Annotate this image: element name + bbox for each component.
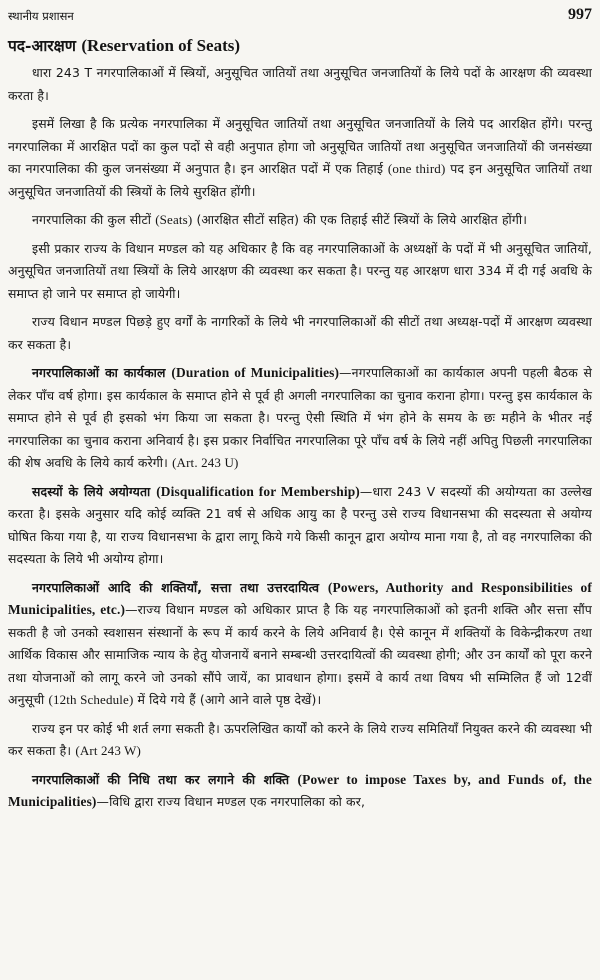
running-header	[8, 6, 592, 30]
duration-text: —नगरपालिकाओं का कार्यकाल अपनी पहली बैठक से लेकर पाँच वर्ष होगा। इस कार्यकाल के समाप्त होने से पूर्व ही अगली नगरपालिका का चुनाव कराना होगा। परन्तु इस कार्यकाल के समाप्त होने से पूर्व ही इसको भंग किया जा सकता है। परन्तु ऐसी स्थिति में भंग होने के समय के छः महीने के भीतर नई नगरपालिका का चुनाव कराना अनिवार्य है। इस प्रकार निर्वाचित नगरपालिका पूरे पाँच वर्ष के लिये नहीं अपितु पिछली नगरपालिका की शेष अवधि के लिये कार्य करेगी।	[8, 365, 592, 470]
paragraph-5: राज्य विधान मण्डल पिछड़े हुए वर्गों के नागरिकों के लिये भी नगरपालिकाओं की सीटों तथा अध्यक्ष-पदों में आरक्षण व्यवस्था कर सकता है।	[8, 314, 592, 352]
paragraph-2	[8, 113, 592, 203]
paragraph-1: धारा 243 T नगरपालिकाओं में स्त्रियों, अनुसूचित जातियों तथा अनुसूचित जनजातियों के लिये पदों के आरक्षण की व्यवस्था करता है।	[8, 65, 592, 103]
running-title: स्थानीय प्रशासन	[8, 9, 74, 23]
paragraph-duration	[8, 362, 592, 475]
paragraph-3-text-a: नगरपालिका की कुल सीटों	[32, 212, 152, 227]
section-title-hindi: पद-आरक्षण	[8, 36, 76, 55]
paragraph-conditions	[8, 718, 592, 763]
conditions-article-ref: (Art 243 W)	[75, 743, 142, 758]
paragraph-taxes	[8, 769, 592, 814]
paragraph-3	[8, 209, 592, 232]
conditions-text: राज्य इन पर कोई भी शर्त लगा सकती है। ऊपरलिखित कार्यों को करने के लिये राज्य समितियाँ नियुक्त करने की व्यवस्था भी कर सकता है।	[8, 720, 592, 758]
powers-schedule-ref: (12th Schedule)	[48, 692, 134, 707]
duration-heading	[32, 365, 339, 380]
section-title	[8, 36, 592, 56]
paragraph-powers	[8, 577, 592, 712]
paragraph-2-english: (one third)	[387, 161, 446, 176]
duration-heading-english: (Duration of Municipalities)	[171, 365, 340, 380]
powers-heading-hindi: नगरपालिकाओं आदि की शक्तियाँ, सत्ता तथा उत्तरदायित्व	[32, 579, 320, 595]
paragraph-4: इसी प्रकार राज्य के विधान मण्डल को यह अधिकार है कि वह नगरपालिकाओं के अध्यक्षों के पदों में भी अनुसूचित जातियों, अनुसूचित जनजातियों तथा स्त्रियों के लिये आरक्षण की व्यवस्था कर सकता है। परन्तु यह आरक्षण धारा 334 में दी गई अवधि के समाप्त हो जाने पर समाप्त हो जायेगी।	[8, 240, 592, 301]
powers-text-b: में दिये गये हैं (आगे आने वाले पृष्ठ देखें)।	[137, 692, 322, 707]
powers-text-a: —राज्य विधान मण्डल को अधिकार प्राप्त है कि यह नगरपालिकाओं को इतनी शक्ति और सत्ता सौंप सकती है जो उनको स्वशासन संस्थानों के रूप में कार्य करने के लिये अनिवार्य है। ऐसे कानून में शक्तियों के विकेन्द्रीकरण तथा आर्थिक विकास और सामाजिक न्याय के हेतु योजनायें बनाने सम्बन्धी उत्तरदायित्वों की व्यवस्था होगी; और उन कार्यों को पूरा करने तथा योजनाओं को लागू करने जो उनको सौंपे जायें, का प्रावधान होगा। इसमें वे कार्य तथा विषय भी सम्मिलित हैं जो 12वीं अनुसूची	[8, 602, 592, 707]
disqualification-heading	[32, 484, 360, 499]
paragraph-3-english: (Seats)	[155, 212, 193, 227]
taxes-heading-english: (Power to impose Taxes by, and Funds of, the Municipalities)	[8, 771, 592, 809]
powers-heading-english: (Powers, Authority and Responsibilities of Municipalities, etc.)	[8, 579, 592, 617]
duration-heading-hindi: नगरपालिकाओं का कार्यकाल	[32, 365, 166, 380]
page-number: 997	[568, 6, 592, 23]
taxes-heading-hindi: नगरपालिकाओं की निधि तथा कर लगाने की शक्ति	[32, 771, 290, 787]
paragraph-2-text-a: इसमें लिखा है कि प्रत्येक नगरपालिका में अनुसूचित जातियों तथा अनुसूचित जनजातियों के लिये पद आरक्षित होंगे। परन्तु नगरपालिका में आरक्षित पदों का कुल पदों से वही अनुपात होगा जो अनुसूचित जातियों तथा अनुसूचित जनजातियों की जनसंख्या का नगरपालिका की कुल जनसंख्या में अनुपात है। इन आरक्षित पदों में एक तिहाई	[8, 116, 592, 176]
paragraph-3-text-b: (आरक्षित सीटों सहित) की एक तिहाई सीटें स्त्रियों के लिये आरक्षित होंगी।	[196, 212, 528, 227]
taxes-text: —विधि द्वारा राज्य विधान मण्डल एक नगरपालिका को कर,	[96, 794, 366, 809]
paragraph-2-text-b: पद इन अनुसूचित जातियों तथा अनुसूचित जनजातियों की स्त्रियों के लिये सुरक्षित होंगी।	[8, 161, 593, 199]
disqualification-text: —धारा 243 V सदस्यों की अयोग्यता का उल्लेख करता है। इसके अनुसार यदि कोई व्यक्ति 21 वर्ष से अधिक आयु का है परन्तु उसे राज्य विधानसभा की सदस्यता से अयोग्य घोषित किया गया है, या राज्य विधानसभा के द्वारा लागू किये गये किसी कानून द्वारा अयोग्य माना गया है, तो वह नगरपालिका की सदस्यता के लिये भी अयोग्य होगा।	[8, 483, 592, 566]
paragraph-disqualification	[8, 481, 592, 571]
duration-article-ref: (Art. 243 U)	[172, 455, 239, 470]
section-title-english: (Reservation of Seats)	[81, 36, 241, 55]
disqualification-heading-english: (Disqualification for Membership)	[156, 483, 360, 499]
disqualification-heading-hindi: सदस्यों के लिये अयोग्यता	[32, 483, 151, 499]
